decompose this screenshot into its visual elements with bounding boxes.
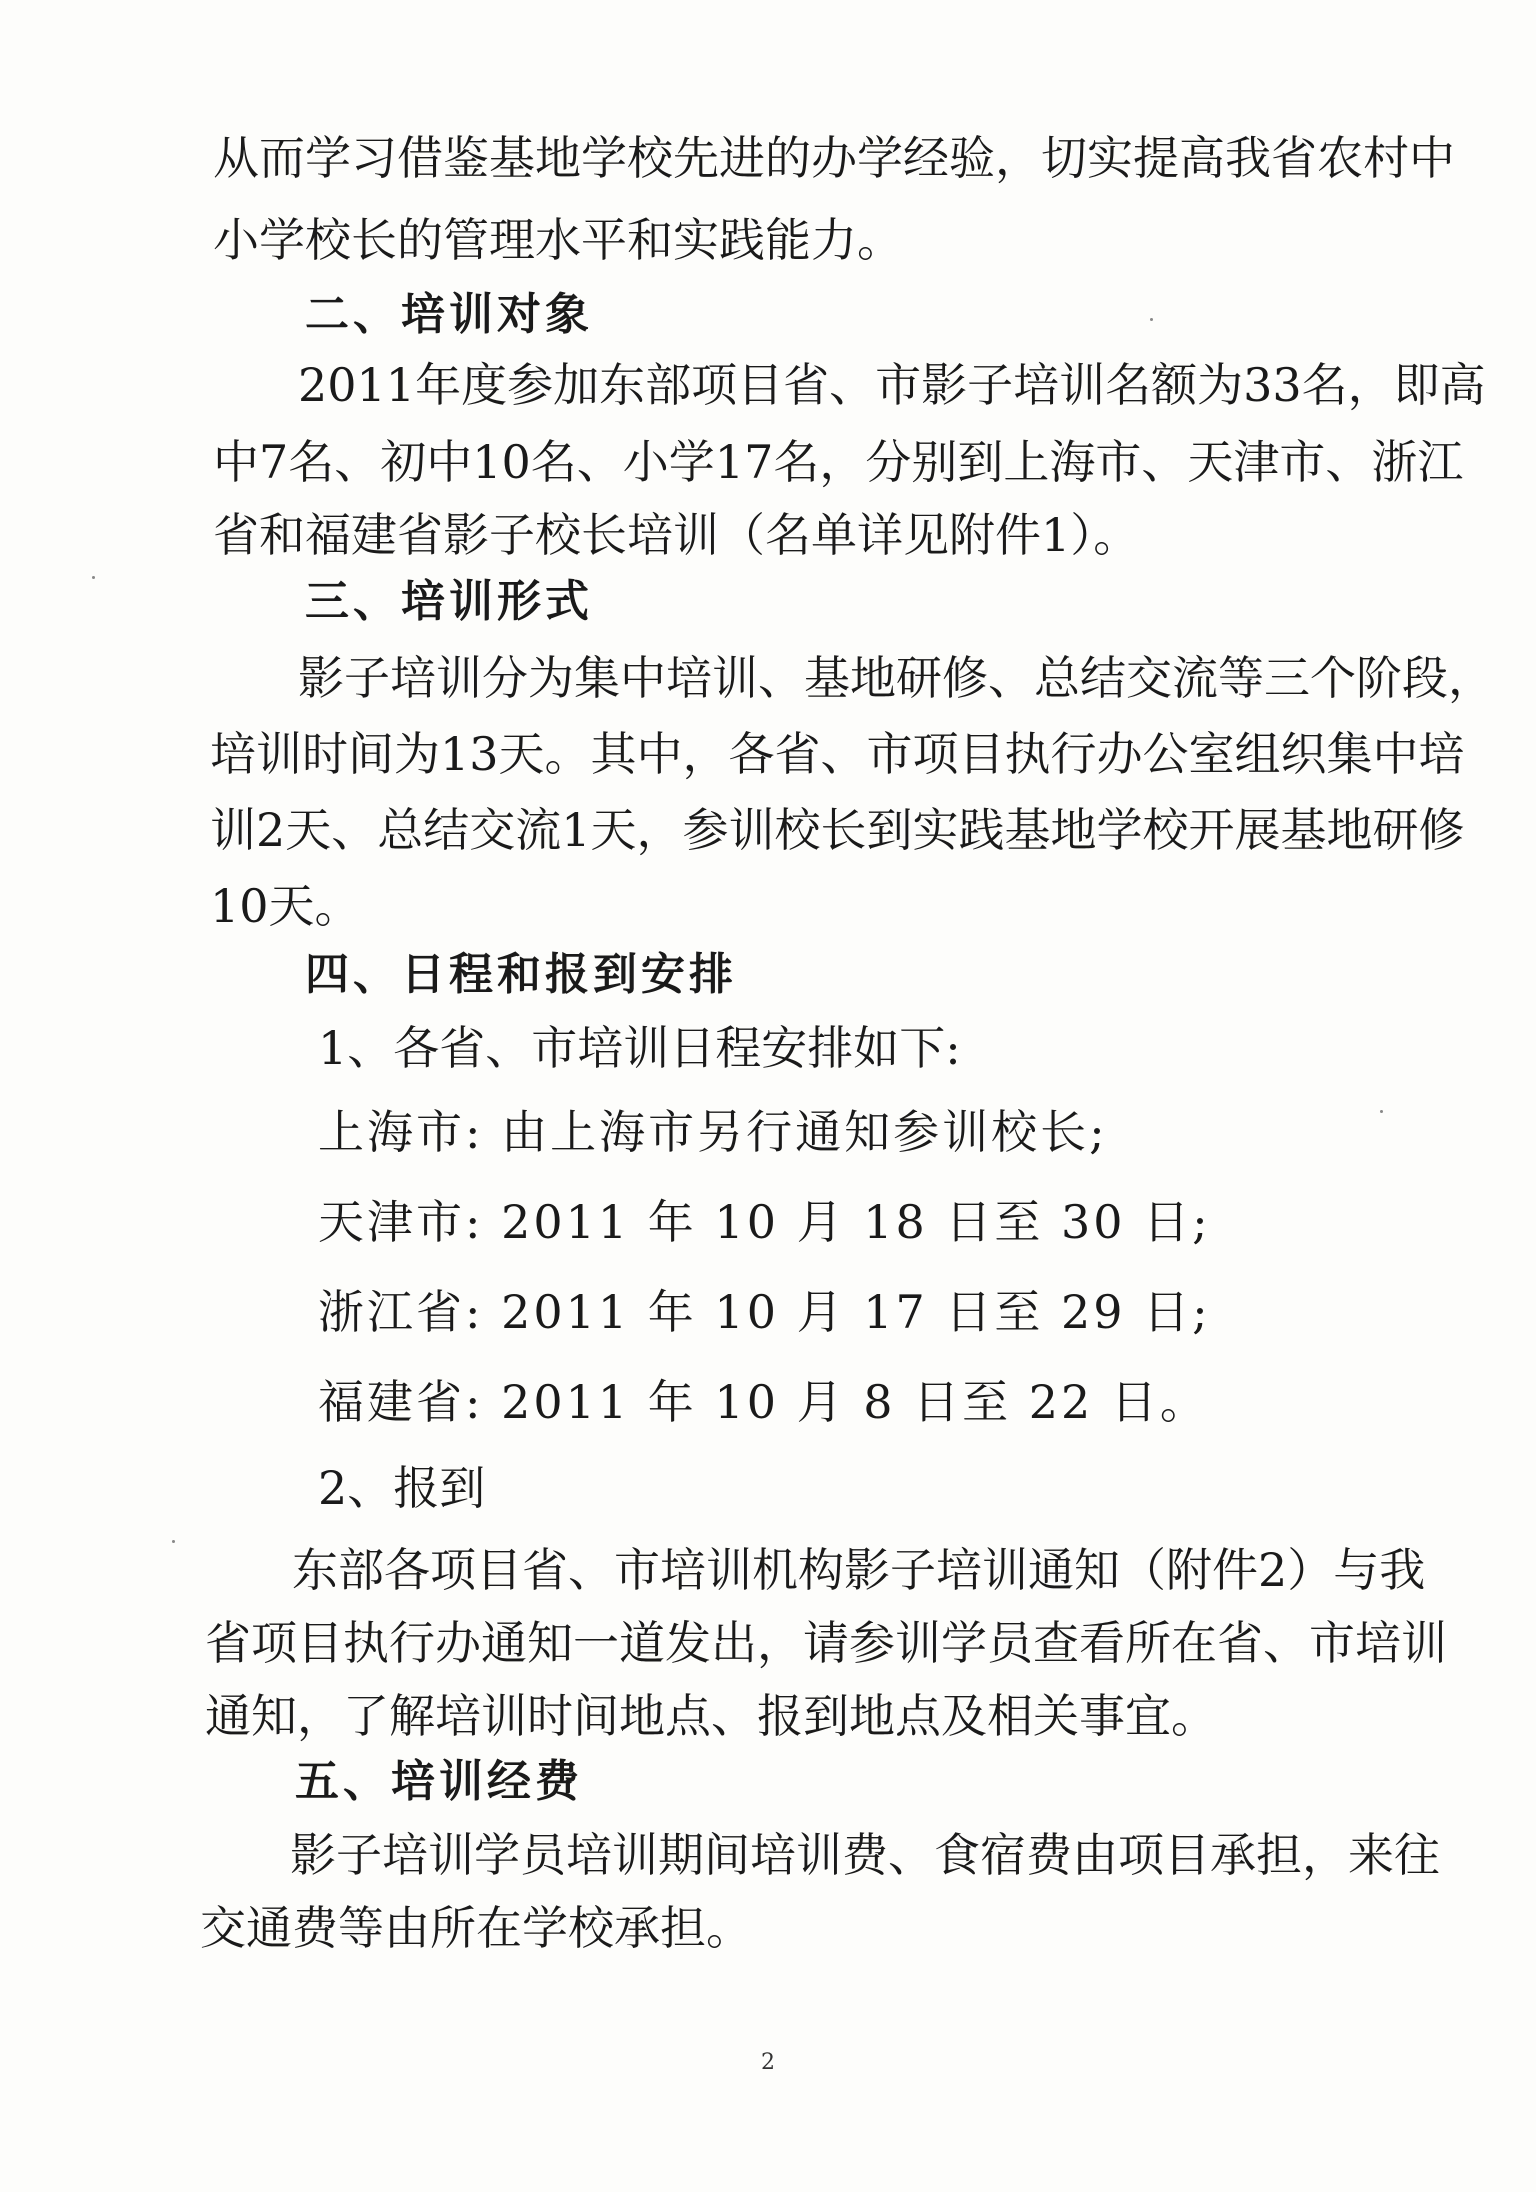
schedule-zhejiang: 浙江省: 2011 年 10 月 17 日至 29 日; — [318, 1285, 1211, 1339]
schedule-tianjin: 天津市: 2011 年 10 月 18 日至 30 日; — [318, 1195, 1211, 1249]
scan-speck — [1150, 318, 1153, 321]
section5-line-2: 交通费等由所在学校承担。 — [200, 1901, 752, 1955]
schedule-item-2: 2、报到 — [318, 1461, 486, 1515]
section-heading-funding: 五、培训经费 — [295, 1756, 583, 1807]
intro-line-1: 从而学习借鉴基地学校先进的办学经验，切实提高我省农村中 — [213, 131, 1455, 185]
report-line-3: 通知，了解培训时间地点、报到地点及相关事宜。 — [205, 1689, 1217, 1743]
schedule-shanghai: 上海市: 由上海市另行通知参训校长; — [318, 1105, 1108, 1159]
intro-line-2: 小学校长的管理水平和实践能力。 — [213, 213, 903, 267]
section2-line-1: 2011年度参加东部项目省、市影子培训名额为33名，即高 — [298, 358, 1486, 412]
section2-line-3: 省和福建省影子校长培训（名单详见附件1）。 — [213, 508, 1140, 562]
scan-speck — [1380, 1110, 1383, 1113]
section2-line-2: 中7名、初中10名、小学17名，分别到上海市、天津市、浙江 — [213, 435, 1464, 489]
section3-line-4: 10天。 — [210, 879, 361, 933]
section3-line-2: 培训时间为13天。其中，各省、市项目执行办公室组织集中培 — [210, 727, 1465, 781]
section-heading-training-targets: 二、培训对象 — [305, 289, 593, 340]
section3-line-3: 训2天、总结交流1天，参训校长到实践基地学校开展基地研修 — [210, 803, 1465, 857]
page-number: 2 — [761, 2050, 775, 2075]
report-line-2: 省项目执行办通知一道发出，请参训学员查看所在省、市培训 — [205, 1616, 1447, 1670]
report-line-1: 东部各项目省、市培训机构影子培训通知（附件2）与我 — [292, 1543, 1426, 1597]
section-heading-schedule: 四、日程和报到安排 — [305, 949, 737, 1000]
schedule-fujian: 福建省: 2011 年 10 月 8 日至 22 日。 — [318, 1375, 1209, 1429]
scan-speck — [92, 576, 95, 579]
section5-line-1: 影子培训学员培训期间培训费、食宿费由项目承担，来往 — [290, 1828, 1440, 1882]
scan-speck — [172, 1540, 175, 1543]
schedule-item-1: 1、各省、市培训日程安排如下: — [318, 1021, 961, 1075]
section-heading-training-format: 三、培训形式 — [305, 576, 593, 627]
section3-line-1: 影子培训分为集中培训、基地研修、总结交流等三个阶段， — [298, 651, 1494, 705]
